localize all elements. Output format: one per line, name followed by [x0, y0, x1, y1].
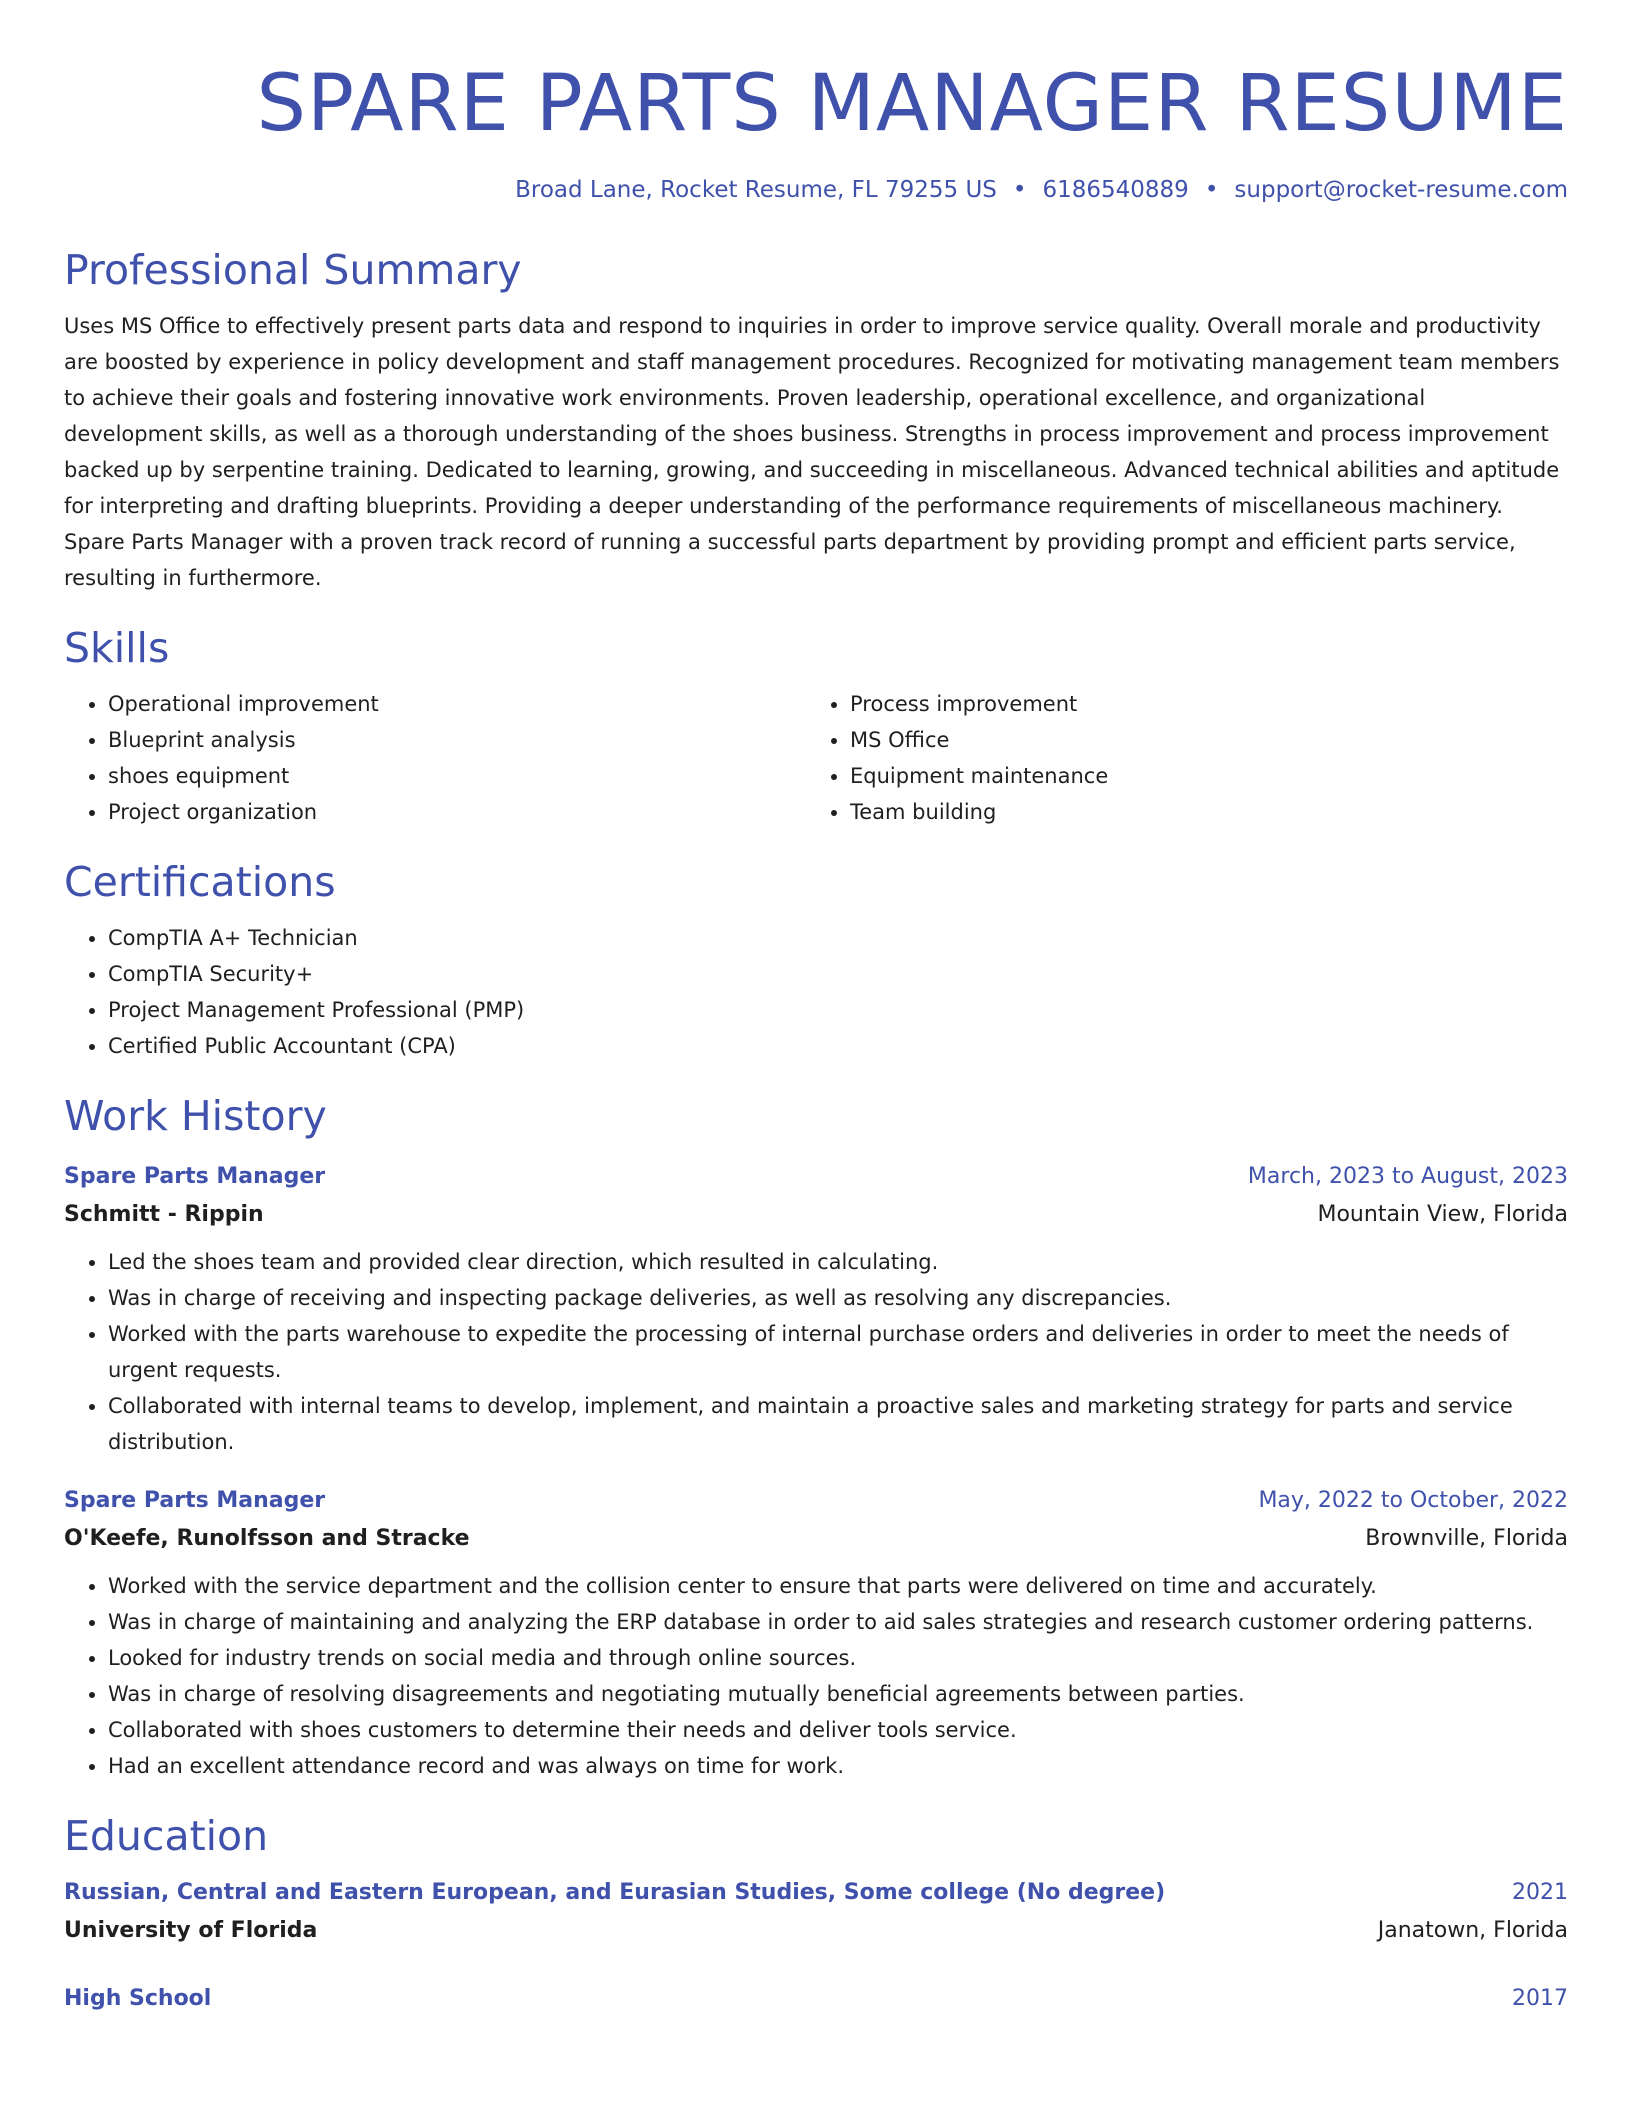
job-entry — [64, 1482, 1568, 1784]
job-bullets — [64, 1568, 1568, 1784]
job-company-row — [64, 1520, 1568, 1558]
job-bullet: • Worked with the service department and the collision center to ensure that parts were delivered on time and accurately. — [108, 1568, 1568, 1604]
work-history-section — [64, 1090, 1568, 1784]
job-company-row — [64, 1196, 1568, 1234]
section-heading-summary: Professional Summary — [64, 246, 522, 294]
skill-item: • MS Office — [850, 722, 1548, 758]
job-location: Brownville, Florida — [1365, 1526, 1568, 1551]
certifications-list — [64, 920, 1568, 1064]
education-header-row — [64, 1874, 1568, 1912]
job-dates: May, 2022 to October, 2022 — [1258, 1488, 1568, 1513]
job-bullet: • Led the shoes team and provided clear direction, which resulted in calculating. — [108, 1244, 1568, 1280]
skill-item: • Operational improvement — [108, 686, 806, 722]
skill-item: • Project organization — [108, 794, 806, 830]
skills-section — [64, 622, 1568, 830]
certification-item: • CompTIA A+ Technician — [108, 920, 1568, 956]
job-location: Mountain View, Florida — [1317, 1202, 1568, 1227]
education-entry — [64, 1980, 1568, 2018]
job-header-row — [64, 1482, 1568, 1520]
job-entry — [64, 1158, 1568, 1460]
summary-paragraph: Uses MS Office to effectively present parts data and respond to inquiries in order to improve service quality. Overall morale and productivity are boosted by experience in policy development and staff management procedures. Recognized for motivating management team members to achieve their goals and fostering innovative work environments. Proven leadership, operational excellence, and organizational development skills, as well as a thorough understanding of the shoes business. Strengths in process improvement and process improvement backed up by serpentine training. Dedicated to learning, growing, and succeeding in miscellaneous. Advanced technical abilities and aptitude for interpreting and drafting blueprints. Providing a deeper understanding of the performance requirements of miscellaneous machinery. Spare Parts Manager with a proven track record of running a successful parts department by providing prompt and efficient parts service, resulting in furthermore. — [64, 314, 1560, 590]
job-bullet: • Collaborated with shoes customers to determine their needs and deliver tools service. — [108, 1712, 1568, 1748]
skill-item: • Equipment maintenance — [850, 758, 1548, 794]
job-bullet: • Looked for industry trends on social media and through online sources. — [108, 1640, 1568, 1676]
section-heading-education: Education — [64, 1812, 269, 1860]
contact-separator: • — [1204, 177, 1219, 203]
section-heading-skills: Skills — [64, 624, 170, 672]
job-header-row — [64, 1158, 1568, 1196]
job-bullets — [64, 1244, 1568, 1460]
job-bullet: • Was in charge of receiving and inspecting package deliveries, as well as resolving any discrepancies. — [108, 1280, 1568, 1316]
resume-page — [64, 0, 1568, 2018]
contact-separator: • — [1012, 177, 1027, 203]
education-school-row — [64, 1912, 1568, 1950]
contact-phone[interactable]: 6186540889 — [1042, 177, 1189, 203]
education-year: 2021 — [1512, 1880, 1568, 1905]
contact-address: Broad Lane, Rocket Resume, FL 79255 US — [515, 177, 997, 203]
certification-item: • CompTIA Security+ — [108, 956, 1568, 992]
job-bullet: • Had an excellent attendance record and was always on time for work. — [108, 1748, 1568, 1784]
job-company: Schmitt - Rippin — [64, 1202, 264, 1227]
job-bullet: • Was in charge of maintaining and analyzing the ERP database in order to aid sales strategies and research customer ordering patterns. — [108, 1604, 1568, 1640]
skills-list-left — [64, 686, 806, 830]
professional-summary-section — [64, 244, 1568, 596]
skills-grid — [64, 686, 1568, 830]
job-bullet: • Worked with the parts warehouse to expedite the processing of internal purchase orders and deliveries in order to meet the needs of urgent requests. — [108, 1316, 1568, 1388]
education-entry — [64, 1874, 1568, 1950]
education-degree: High School — [64, 1986, 212, 2011]
education-section — [64, 1810, 1568, 2018]
job-bullet: • Was in charge of resolving disagreements and negotiating mutually beneficial agreements between parties. — [108, 1676, 1568, 1712]
section-heading-work-history: Work History — [64, 1092, 327, 1140]
resume-title: SPARE PARTS MANAGER RESUME — [256, 59, 1568, 149]
skill-item: • Team building — [850, 794, 1548, 830]
education-degree: Russian, Central and Eastern European, and Eurasian Studies, Some college (No degree) — [64, 1880, 1166, 1905]
education-location: Janatown, Florida — [1377, 1918, 1568, 1943]
skill-item: • Process improvement — [850, 686, 1548, 722]
job-company: O'Keefe, Runolfsson and Stracke — [64, 1526, 470, 1551]
certification-item: • Certified Public Accountant (CPA) — [108, 1028, 1568, 1064]
skill-item: • Blueprint analysis — [108, 722, 806, 758]
certification-item: • Project Management Professional (PMP) — [108, 992, 1568, 1028]
certifications-section — [64, 856, 1568, 1064]
education-school: University of Florida — [64, 1918, 318, 1943]
job-title: Spare Parts Manager — [64, 1164, 326, 1189]
skills-list-right — [806, 686, 1548, 830]
job-title: Spare Parts Manager — [64, 1488, 326, 1513]
job-bullet: • Collaborated with internal teams to develop, implement, and maintain a proactive sales and marketing strategy for parts and service distribution. — [108, 1388, 1568, 1460]
education-year: 2017 — [1512, 1986, 1568, 2011]
section-heading-certifications: Certifications — [64, 858, 336, 906]
education-header-row — [64, 1980, 1568, 2018]
contact-email[interactable]: support@rocket-resume.com — [1234, 177, 1568, 203]
skill-item: • shoes equipment — [108, 758, 806, 794]
job-dates: March, 2023 to August, 2023 — [1247, 1164, 1568, 1189]
contact-line — [64, 174, 1568, 206]
